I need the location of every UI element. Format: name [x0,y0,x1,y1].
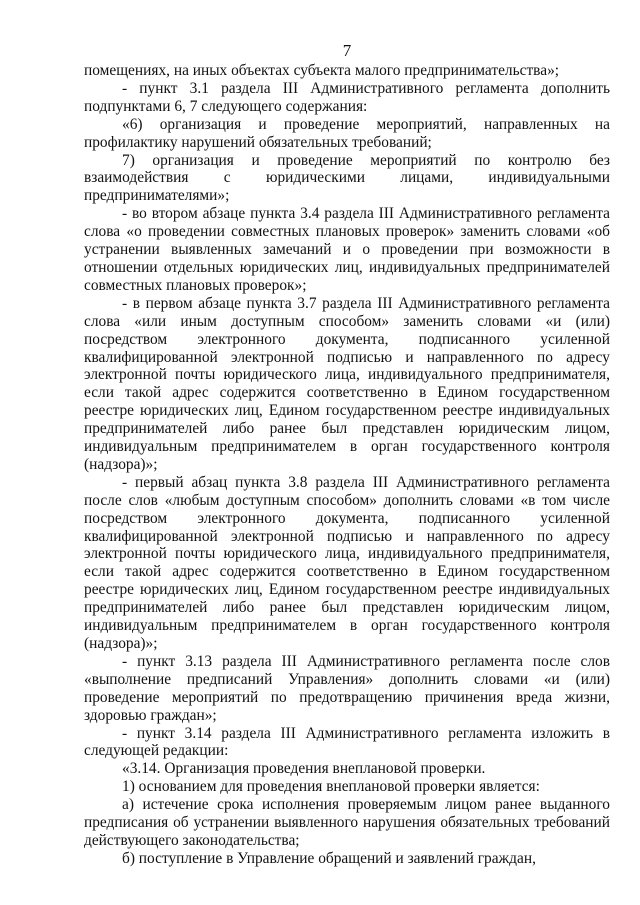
paragraph: 1) основанием для проведения внеплановой проверки является: [122,778,540,796]
paragraph: б) поступление в Управление обращений и заявлений граждан, [122,849,536,867]
paragraph: «6) организация и проведение мероприятий, направленных на профилактику нарушений обязательных требований; [84,115,610,151]
paragraph: «3.14. Организация проведения внеплановой проверки. [122,760,486,778]
paragraph: - первый абзац пункта 3.8 раздела III Административного регламента после слов «любым доступным способом» дополнить словами «в том числе посредством электронного документа, подписанного усиленной квалифицированной электронной подписью и направленного по адресу электронной почты юридического лица, индивидуального предпринимателя, если такой адрес содержится соответственно в Едином государственном реестре юридических лиц, Едином государственном реестре индивидуальных предпринимателей либо ранее был представлен юридическим лицом, индивидуальным предпринимателем в орган государственного контроля (надзора)»; [84,473,610,652]
paragraph: - во втором абзаце пункта 3.4 раздела III Административного регламента слова «о проведении совместных плановых проверок» заменить словами «об устранении выявленных замечаний и о проведении при возможности в отношении отдельных юридических лиц, индивидуальных предпринимателей совместных плановых проверок»; [84,205,610,294]
paragraph: а) истечение срока исполнения проверяемым лицом ранее выданного предписания об устранении выявленного нарушения обязательных требований действующего законодательства; [84,796,610,849]
paragraph: - пункт 3.13 раздела III Административного регламента после слов «выполнение предписаний Управления» дополнить словами «и (или) проведение мероприятий по предотвращению причинения вреда жизни, здоровью граждан»; [84,652,610,724]
page-number: 7 [342,41,352,60]
paragraph: - в первом абзаце пункта 3.7 раздела III Административного регламента слова «или иным доступным способом» заменить словами «и (или) посредством электронного документа, подписанного усиленной квалифицированной электронной подписью и направленного по адресу электронной почты юридического лица, индивидуального предпринимателя, если такой адрес содержится соответственно в Едином государственном реестре юридических лиц, Едином государственном реестре индивидуальных предпринимателей либо ранее был представлен юридическим лицом, индивидуальным предпринимателем в орган государственного контроля (надзора)»; [84,294,610,473]
document-body [84,62,610,868]
paragraph: - пункт 3.1 раздела III Административного регламента дополнить подпунктами 6, 7 следующего содержания: [84,79,610,115]
paragraph: помещениях, на иных объектах субъекта малого предпринимательства»; [84,62,560,79]
paragraph: 7) организация и проведение мероприятий по контролю без взаимодействия с юридическими лицами, индивидуальными предпринимателями»; [84,151,610,205]
paragraph: - пункт 3.14 раздела III Административного регламента изложить в следующей редакции: [84,724,610,760]
